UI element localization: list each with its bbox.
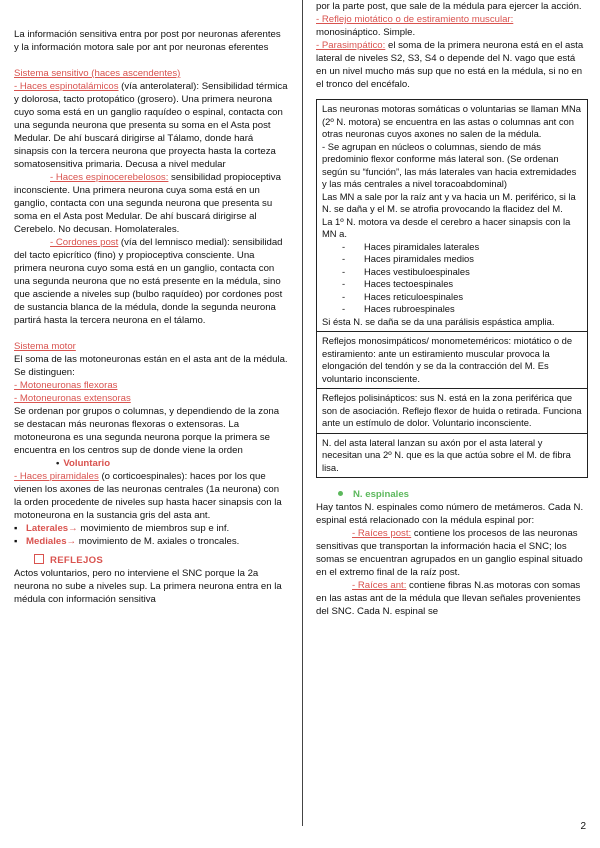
parasimpatico-paragraph xyxy=(316,39,588,91)
box-paragraph: Si ésta N. se daña se da una parálisis espástica amplia. xyxy=(322,315,555,327)
monosinapticos-box xyxy=(316,332,588,389)
list-item-text: Haces vestibuloespinales xyxy=(364,265,470,277)
espinocerebelosos-label: - Haces espinocerebelosos: xyxy=(50,172,169,183)
laterales-text: movimiento de miembros sup e inf. xyxy=(77,523,230,534)
parasimpatico-text: el soma de la primera neurona está en el asta lateral de niveles S2, S3, S4 o depende del N. vago que está en un nivel mucho más sup que no está en la médula, si no en el tronco del encéfalo. xyxy=(316,40,584,90)
bullet-dot-icon: • xyxy=(56,458,60,469)
list-item: - Haces tectoespinales xyxy=(342,278,454,289)
haces-list xyxy=(322,241,582,316)
espinotalamicos-label: - Haces espinotalámicos xyxy=(14,81,119,92)
espinocerebelosos-text: sensibilidad propioceptiva inconsciente. Una primera neurona cuya soma está en un ganglio, contacta con una segunda neurona que presenta su soma en el Asta post Medular. De ahí buscará dirigirse al Cerebelo. No decusan. Homolaterales. xyxy=(14,172,281,235)
box-paragraph: Reflejos monosimpáticos/ monometeméricos: miotático o de estiramiento: ante un estiramiento muscular provoca la elongación del tendón y se da la contracción del M. Es voluntario inconsciente. xyxy=(322,335,573,384)
asta-lateral-box xyxy=(316,434,588,479)
page-number: 2 xyxy=(580,821,586,832)
raices-post-paragraph xyxy=(316,527,588,579)
piramidales-text: (o corticoespinales): haces por los que vienen los axones de las neuronas centrales (1a neurona) con la orden procedente de niveles sup hasta hacer sinapsis con la motoneurona en la sustancia gris del asta ant. xyxy=(14,471,282,521)
motor-heading: Sistema motor xyxy=(14,341,76,352)
right-column xyxy=(316,0,588,618)
square-bullet-icon: ▪ xyxy=(14,536,18,547)
cordones-text: (vía del lemnisco medial): sensibilidad del tacto epicrítico (fino) y propioceptiva consciente. Una primera neurona cuyo soma está en un ganglio, contacta con una segunda neurona que no está presente en la médula, sino que asciende a niveles sup (bulbo raquídeo) por cordones post de sustancia blanca de la médula, donde la segunda neurona partirá hasta la tercera neurona en el tálamo. xyxy=(14,237,283,326)
parasimpatico-label: - Parasimpático: xyxy=(316,40,386,51)
motoras-box xyxy=(316,99,588,332)
espinotalamicos-text: (vía anterolateral): Sensibilidad térmica y dolorosa, tacto protopático (grosero). Una primera neurona cuyo soma está en un ganglio raquídeo o espinal, contacta con una segunda neurona que presenta su soma en el Asta post Medular. De ahí buscará dirigirse al Tálamo, donde hará sinapsis con la tercera neurona que proyecta hasta la corteza somatosensitiva primaria. Decusa a nivel medular xyxy=(14,81,288,170)
continuation-paragraph: por la parte post, que sale de la médula para ejercer la acción. xyxy=(316,1,582,12)
list-item: - Haces piramidales medios xyxy=(342,253,474,264)
voluntario-bullet xyxy=(14,457,288,470)
box-paragraph: - Se agrupan en núcleos o columnas, siendo de más predominio flexor conforme más lateral son. (Se ordenan según su “función”, las más laterales van hacia extremidades y las más centrales a nivel toracoabdominal) xyxy=(322,140,577,189)
mediales-text: movimiento de M. axiales o troncales. xyxy=(76,536,240,547)
laterales-label: Laterales→ xyxy=(26,523,78,534)
motor-paragraph: El soma de las motoneuronas están en el asta ant de la médula. Se distinguen: xyxy=(14,354,288,378)
piramidales-paragraph xyxy=(14,470,288,522)
espinotalamicos-paragraph xyxy=(14,80,288,171)
list-item-text: Haces rubroespinales xyxy=(364,303,455,314)
raices-ant-label: - Raíces ant: xyxy=(352,580,407,591)
polisinapticos-box xyxy=(316,389,588,434)
espinales-title: N. espinales xyxy=(353,489,409,500)
reflejos-paragraph: Actos voluntarios, pero no interviene el SNC porque la 2a neurona no sube a niveles sup. La primera neurona entra en la médula con información sensitiva xyxy=(14,568,282,605)
list-item: - Haces piramidales laterales xyxy=(342,240,480,252)
espinales-paragraph: Hay tantos N. espinales como número de metámeros. Cada N. espinal está relacionado con la médula espinal por: xyxy=(316,502,584,526)
flexoras-item: - Motoneuronas flexoras xyxy=(14,380,118,391)
list-item-text: Haces reticuloespinales xyxy=(364,290,464,302)
laterales-item xyxy=(14,522,288,535)
list-item-text: Haces piramidales laterales xyxy=(364,240,480,252)
box-paragraph: Reflejos polisinápticos: sus N. está en la zona periférica que son de asociación. Reflejo flexor de huida o retirada. Funciona ante un estímulo de dolor. Voluntario inconsciente. xyxy=(322,392,582,428)
green-bullet-icon xyxy=(338,491,343,496)
extensoras-item: - Motoneuronas extensoras xyxy=(14,393,131,404)
miotatico-text: monosináptico. Simple. xyxy=(316,27,416,38)
square-bullet-icon: ▪ xyxy=(14,523,18,534)
box-paragraph: Las neuronas motoras somáticas o voluntarias se llaman MNa (2º N. motora) se encuentra en las astas o columnas ant con otras neuronas cuyos axones no salen de la médula. xyxy=(322,103,581,139)
list-item-text: Haces tectoespinales xyxy=(364,278,454,289)
list-item: - Haces rubroespinales xyxy=(342,303,455,314)
box-paragraph: Las MN a sale por la raíz ant y va hacia un M. periférico, si la N. se daña y el M. se atrofia provocando la flacidez del M. xyxy=(322,190,576,214)
left-column xyxy=(14,28,288,606)
column-divider xyxy=(302,0,303,826)
espinocerebelosos-paragraph xyxy=(14,171,288,236)
box-paragraph: La 1º N. motora va desde el cerebro a hacer sinapsis con la MN a. xyxy=(322,215,571,239)
cordones-label: - Cordones post xyxy=(50,237,119,248)
checkbox-square-icon xyxy=(34,554,44,564)
raices-post-text: contiene los procesos de las neuronas sensitivas que transportan la información hacia el SNC; los somas se encuentran agrupados en un ganglio espinal situado en el extremo final de la raíz post. xyxy=(316,528,583,578)
piramidales-label: - Haces piramidales xyxy=(14,471,99,482)
miotatico-label: - Reflejo miotático o de estiramiento muscular: xyxy=(316,14,514,25)
list-item: - Haces reticuloespinales xyxy=(342,290,464,302)
espinales-heading xyxy=(316,488,588,501)
reflejos-heading xyxy=(14,554,288,567)
intro-paragraph: La información sensitiva entra por post por neuronas aferentes y la información motora sale por ant por neuronas eferentes xyxy=(14,29,281,53)
grupos-paragraph: Se ordenan por grupos o columnas, y dependiendo de la zona se destacan más neuronas flexoras o extensoras. La motoneurona es una segunda neurona porque la primera se encuentra en los centros sup de donde viene la orden xyxy=(14,406,280,456)
box-paragraph: N. del asta lateral lanzan su axón por el asta lateral y necesitan una 2º N. que es la que actúa sobre el M. de fibra lisa. xyxy=(322,436,571,473)
raices-ant-paragraph xyxy=(316,579,588,618)
list-item: - Haces vestibuloespinales xyxy=(342,265,470,277)
raices-post-label: - Raíces post: xyxy=(352,528,412,539)
voluntario-label: Voluntario xyxy=(63,458,111,469)
list-item-text: Haces piramidales medios xyxy=(364,253,474,264)
mediales-item xyxy=(14,535,288,548)
cordones-paragraph xyxy=(14,236,288,327)
sensitivo-heading: Sistema sensitivo (haces ascendentes) xyxy=(14,68,181,79)
raices-ant-text: contiene fibras N.as motoras con somas en las astas ant de la médula que llevan señales provenientes del SNC. Cada N. espinal se xyxy=(316,580,581,617)
mediales-label: Mediales→ xyxy=(26,536,77,547)
reflejos-title: REFLEJOS xyxy=(50,555,104,566)
